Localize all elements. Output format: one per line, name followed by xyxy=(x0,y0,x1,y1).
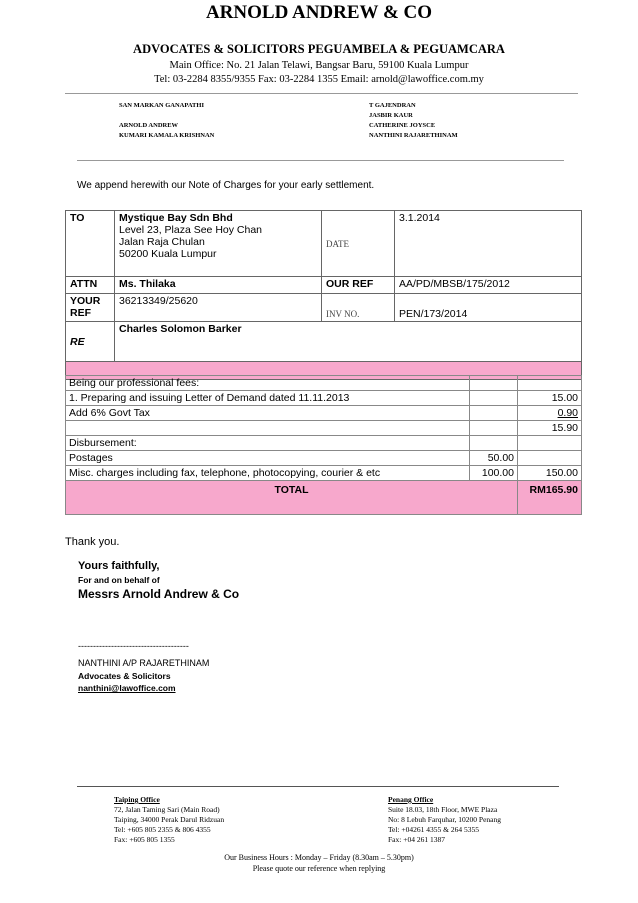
office-line: Suite 18.03, 18th Floor, MWE Plaza xyxy=(388,805,498,814)
attn-value: Ms. Thilaka xyxy=(115,277,322,294)
office-line: 72, Jalan Taming Sari (Main Road) xyxy=(114,805,220,814)
invoice-details-table xyxy=(65,210,582,380)
footer-divider xyxy=(77,786,559,787)
office-contact: Tel: 03-2284 8355/9355 Fax: 03-2284 1355 Email: arnold@lawoffice.com.my xyxy=(154,74,484,85)
re-value: Charles Solomon Barker xyxy=(115,322,582,362)
recipient-name: Mystique Bay Sdn Bhd xyxy=(119,212,233,224)
tax-label: Add 6% Govt Tax xyxy=(66,406,470,421)
append-note: We append herewith our Note of Charges for your early settlement. xyxy=(77,180,375,191)
office-line: Fax: +04 261 1387 xyxy=(388,835,445,844)
office-address: Main Office: No. 21 Jalan Telawi, Bangsar Baru, 59100 Kuala Lumpur xyxy=(169,60,469,71)
recipient-address-line: 50200 Kuala Lumpur xyxy=(119,248,217,260)
misc-label: Misc. charges including fax, telephone, photocopying, courier & etc xyxy=(66,466,470,481)
partner-name: T GAJENDRAN xyxy=(369,102,416,109)
signing-firm: Messrs Arnold Andrew & Co xyxy=(78,587,240,601)
fee-item: 1. Preparing and issuing Letter of Demand dated 11.11.2013 xyxy=(66,391,470,406)
signer-name: NANTHINI A/P RAJARETHINAM xyxy=(78,658,210,668)
your-ref-value: 36213349/25620 xyxy=(115,294,322,322)
thanks-text: Thank you. xyxy=(65,536,120,548)
recipient-address-line: Level 23, Plaza See Hoy Chan xyxy=(119,224,263,236)
yours-faithfully: Yours faithfully, xyxy=(78,560,160,572)
office-line: Tel: +605 805 2355 & 806 4355 xyxy=(114,825,211,834)
inv-no-label: INV NO. xyxy=(326,309,360,319)
firm-name: ARNOLD ANDREW & CO xyxy=(205,2,433,23)
partners-right xyxy=(369,101,458,141)
penang-office xyxy=(388,795,501,845)
re-label: RE xyxy=(66,322,115,362)
your-ref-label xyxy=(66,294,115,322)
postage-label: Postages xyxy=(66,451,470,466)
divider xyxy=(77,160,564,161)
fees-subtotal: 15.90 xyxy=(518,421,582,436)
fees-intro: Being our professional fees: xyxy=(66,376,470,391)
partner-name: KUMARI KAMALA KRISHNAN xyxy=(119,132,215,139)
business-hours: Our Business Hours : Monday – Friday (8.30am – 5.30pm) xyxy=(224,853,414,862)
on-behalf-of: For and on behalf of xyxy=(78,575,160,585)
fee-amount: 15.00 xyxy=(518,391,582,406)
office-line: Fax: +605 805 1355 xyxy=(114,835,175,844)
postage-amount: 50.00 xyxy=(470,451,518,466)
date-value: 3.1.2014 xyxy=(395,211,582,277)
partner-name: JASBIR KAUR xyxy=(369,112,413,119)
office-line: No: 8 Lebuh Farquhar, 10200 Penang xyxy=(388,815,502,824)
firm-subtitle: ADVOCATES & SOLICITORS PEGUAMBELA & PEGUAMCARA xyxy=(133,42,505,56)
disbursement-total: 150.00 xyxy=(518,466,582,481)
misc-amount: 100.00 xyxy=(470,466,518,481)
date-label: DATE xyxy=(326,238,349,249)
office-line: Tel: +04261 4355 & 264 5355 xyxy=(388,825,479,834)
quote-reference: Please quote our reference when replying xyxy=(252,864,386,873)
our-ref-label: OUR REF xyxy=(322,277,395,294)
to-label: TO xyxy=(66,211,115,277)
office-heading: Taiping Office xyxy=(114,795,160,804)
attn-label: ATTN xyxy=(66,277,115,294)
recipient-block xyxy=(115,211,322,277)
signature-line: ------------------------------------- xyxy=(78,641,189,651)
partner-name: NANTHINI RAJARETHINAM xyxy=(369,132,458,139)
partners-left xyxy=(119,101,214,141)
partner-name xyxy=(119,111,214,121)
fees-table xyxy=(65,375,582,515)
disbursement-label: Disbursement: xyxy=(66,436,470,451)
our-ref-value: AA/PD/MBSB/175/2012 xyxy=(395,277,582,294)
your-ref-label-line: REF xyxy=(70,307,91,319)
partner-name: SAN MARKAN GANAPATHI xyxy=(119,102,204,109)
recipient-address-line: Jalan Raja Chulan xyxy=(119,236,205,248)
total-label: TOTAL xyxy=(66,481,518,515)
office-heading: Penang Office xyxy=(388,795,434,804)
total-amount: RM165.90 xyxy=(518,481,582,515)
taiping-office xyxy=(114,795,224,845)
divider xyxy=(65,93,578,94)
inv-no-value: PEN/173/2014 xyxy=(395,294,582,322)
tax-amount: 0.90 xyxy=(557,407,578,419)
partner-name: ARNOLD ANDREW xyxy=(119,122,179,129)
office-line: Taiping, 34000 Perak Darul Ridzuan xyxy=(114,815,225,824)
partner-name: CATHERINE JOYSCE xyxy=(369,122,436,129)
your-ref-label-line: YOUR xyxy=(70,295,101,307)
signer-email[interactable]: nanthini@lawoffice.com xyxy=(78,683,176,693)
signer-role: Advocates & Solicitors xyxy=(78,671,171,681)
